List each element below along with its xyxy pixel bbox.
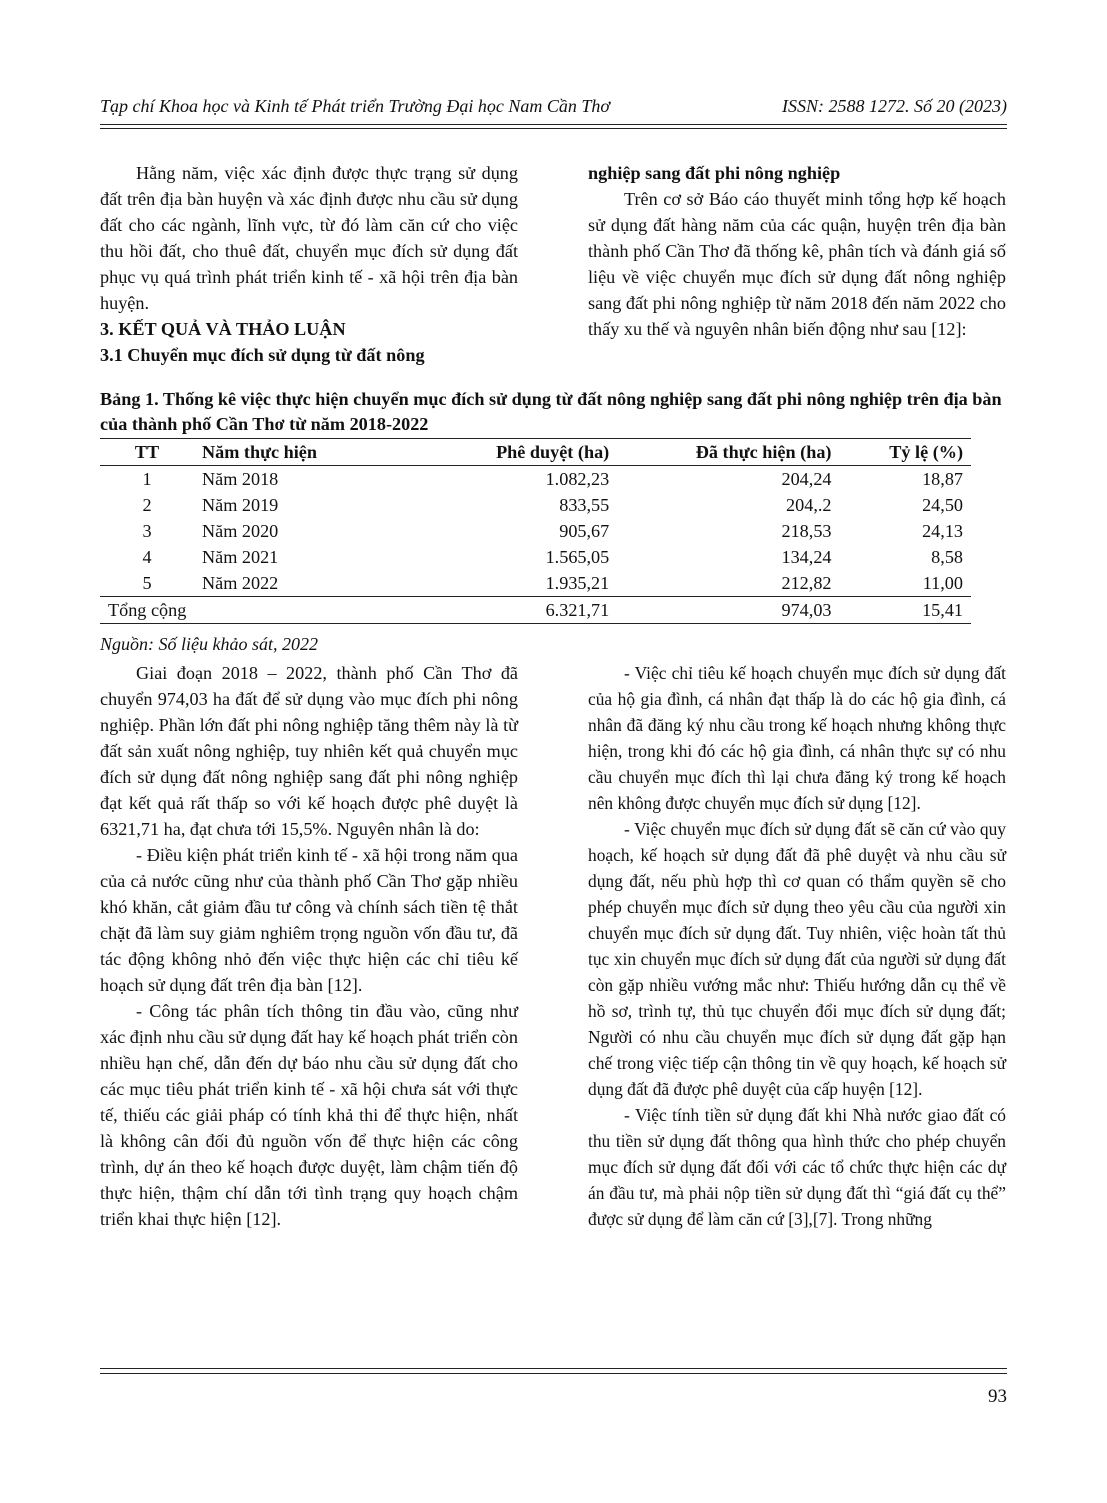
paragraph: - Việc tính tiền sử dụng đất khi Nhà nước giao đất có thu tiền sử dụng đất thông qua hình thức cho phép chuyển mục đích sử dụng đất đối với các tổ chức thực hiện các dự án đầu tư, mà phải nộp tiền sử dụng đất thì “giá đất cụ thể” được sử dụng để làm căn cứ [3],[7]. Trong những (588, 1105, 1006, 1229)
cell-tt: 4 (142, 546, 152, 567)
subsection-heading-continued: nghiệp sang đất phi nông nghiệp (588, 163, 841, 183)
cell-tt: 1 (142, 468, 152, 489)
table-row (100, 466, 971, 493)
left-column-bottom (100, 660, 518, 1232)
header-tt: TT (134, 441, 160, 462)
journal-title: Tạp chí Khoa học và Kinh tế Phát triển Trường Đại học Nam Cần Thơ (100, 96, 611, 116)
cell-rate: 24,13 (922, 520, 963, 541)
table-header-row (100, 439, 971, 466)
header-rule-bottom (100, 128, 1007, 129)
footer-rule-bottom (100, 1373, 1007, 1374)
page-number: 93 (988, 1386, 1007, 1407)
left-column-top (100, 160, 518, 368)
cell-total-label: Tổng cộng (108, 599, 187, 620)
paragraph: Trên cơ sở Báo cáo thuyết minh tổng hợp kế hoạch sử dụng đất hàng năm của các quận, huyện trên địa bàn thành phố Cần Thơ đã thống kê, phân tích và đánh giá số liệu về việc chuyển mục đích sử dụng đất nông nghiệp sang đất phi nông nghiệp từ năm 2018 đến năm 2022 cho thấy xu thế và nguyên nhân biến động như sau [12]: (588, 189, 1006, 339)
cell-year: Năm 2020 (202, 520, 279, 541)
table-row (100, 570, 971, 597)
table-source: Nguồn: Số liệu khảo sát, 2022 (100, 634, 318, 654)
cell-year: Năm 2019 (202, 494, 279, 515)
cell-year: Năm 2018 (202, 468, 279, 489)
cell-total-rate: 15,41 (922, 599, 963, 620)
cell-rate: 8,58 (931, 546, 963, 567)
header-rule-top (100, 124, 1007, 125)
cell-tt: 5 (142, 572, 152, 593)
cell-implemented: 218,53 (781, 520, 832, 541)
header-rate: Tỷ lệ (%) (889, 441, 963, 462)
paragraph: - Việc chuyển mục đích sử dụng đất sẽ căn cứ vào quy hoạch, kế hoạch sử dụng đất đã phê duyệt và nhu cầu sử dụng đất, nếu phù hợp thì cơ quan có thẩm quyền sẽ cho phép chuyển mục đích sử dụng theo yêu cầu của người xin chuyển mục đích sử dụng đất. Tuy nhiên, việc hoàn tất thủ tục xin chuyển mục đích sử dụng đất của người sử dụng đất còn gặp nhiều vướng mắc như: Thiếu hướng dẫn cụ thể về hồ sơ, trình tự, thủ tục chuyển đổi mục đích sử dụng đất; Người có nhu cầu chuyển mục đích sử dụng đất gặp hạn chế trong việc tiếp cận thông tin về quy hoạch, kế hoạch sử dụng đất đã được phê duyệt của cấp huyện [12]. (588, 819, 1006, 1099)
table-total-row (100, 597, 971, 624)
footer-rule-top (100, 1368, 1007, 1369)
cell-year: Năm 2022 (202, 572, 279, 593)
right-column-bottom (588, 660, 1006, 1232)
paragraph: - Việc chỉ tiêu kế hoạch chuyển mục đích sử dụng đất của hộ gia đình, cá nhân đạt thấp là do các hộ gia đình, cá nhân đã đăng ký nhu cầu trong kế hoạch nhưng không thực hiện, trong khi đó các hộ gia đình, cá nhân thực sự có nhu cầu chuyển mục đích thì lại chưa đăng ký trong kế hoạch nên không được chuyển mục đích sử dụng [12]. (588, 663, 1006, 813)
section-heading: 3. KẾT QUẢ VÀ THẢO LUẬN (100, 319, 346, 339)
running-header (100, 96, 1007, 117)
cell-approved: 1.935,21 (545, 572, 610, 593)
issn-issue: ISSN: 2588 1272. Số 20 (2023) (782, 96, 1007, 116)
table-row (100, 518, 971, 544)
table-row (100, 492, 971, 518)
cell-implemented: 204,24 (781, 468, 832, 489)
cell-implemented: 212,82 (781, 572, 832, 593)
cell-implemented: 204,.2 (786, 494, 832, 515)
paragraph: - Điều kiện phát triển kinh tế - xã hội trong năm qua của cả nước cũng như của thành phố Cần Thơ gặp nhiều khó khăn, cắt giảm đầu tư công và chính sách tiền tệ thắt chặt đã làm suy giảm nghiêm trọng nguồn vốn đầu tư, đã tác động không nhỏ đến việc thực hiện các chỉ tiêu kế hoạch sử dụng đất trên địa bàn [12]. (100, 845, 518, 995)
header-year: Năm thực hiện (202, 441, 317, 462)
cell-approved: 833,55 (559, 494, 610, 515)
header-implemented: Đã thực hiện (ha) (695, 441, 832, 462)
cell-tt: 2 (142, 494, 152, 515)
table-row (100, 544, 971, 570)
table-caption: Bảng 1. Thống kê việc thực hiện chuyển mục đích sử dụng từ đất nông nghiệp sang đất phi nông nghiệp trên địa bàn của thành phố Cần Thơ từ năm 2018-2022 (100, 389, 1002, 434)
right-column-top (588, 160, 1006, 342)
land-conversion-table (100, 438, 971, 624)
paragraph: Hằng năm, việc xác định được thực trạng sử dụng đất trên địa bàn huyện và xác định được nhu cầu sử dụng đất cho các ngành, lĩnh vực, từ đó làm căn cứ cho việc thu hồi đất, cho thuê đất, chuyển mục đích sử dụng đất phục vụ quá trình phát triển kinh tế - xã hội trên địa bàn huyện. (100, 163, 518, 313)
cell-rate: 18,87 (922, 468, 963, 489)
cell-total-implemented: 974,03 (781, 599, 832, 620)
cell-approved: 1.565,05 (545, 546, 610, 567)
cell-total-approved: 6.321,71 (545, 599, 610, 620)
cell-approved: 905,67 (559, 520, 610, 541)
header-approved: Phê duyệt (ha) (496, 441, 610, 462)
subsection-heading: 3.1 Chuyển mục đích sử dụng từ đất nông (100, 345, 425, 365)
cell-implemented: 134,24 (781, 546, 832, 567)
cell-tt: 3 (142, 520, 152, 541)
cell-approved: 1.082,23 (545, 468, 610, 489)
cell-rate: 11,00 (922, 572, 963, 593)
cell-year: Năm 2021 (202, 546, 279, 567)
paragraph: - Công tác phân tích thông tin đầu vào, cũng như xác định nhu cầu sử dụng đất hay kế hoạch phát triển còn nhiều hạn chế, dẫn đến dự báo nhu cầu sử dụng đất cho các mục tiêu phát triển kinh tế - xã hội chưa sát với thực tế, thiếu các giải pháp có tính khả thi để thực hiện, nhất là không cân đối đủ nguồn vốn để thực hiện các công trình, dự án theo kế hoạch được duyệt, làm chậm tiến độ thực hiện, thậm chí dẫn tới tình trạng quy hoạch chậm triển khai thực hiện [12]. (100, 1001, 518, 1229)
cell-rate: 24,50 (922, 494, 963, 515)
paragraph: Giai đoạn 2018 – 2022, thành phố Cần Thơ đã chuyển 974,03 ha đất để sử dụng vào mục đích phi nông nghiệp. Phần lớn đất phi nông nghiệp tăng thêm này là từ đất sản xuất nông nghiệp, tuy nhiên kết quả chuyển mục đích sử dụng đất nông nghiệp sang đất phi nông nghiệp đạt kết quả rất thấp so với kế hoạch được phê duyệt là 6321,71 ha, đạt chưa tới 15,5%. Nguyên nhân là do: (100, 663, 518, 839)
